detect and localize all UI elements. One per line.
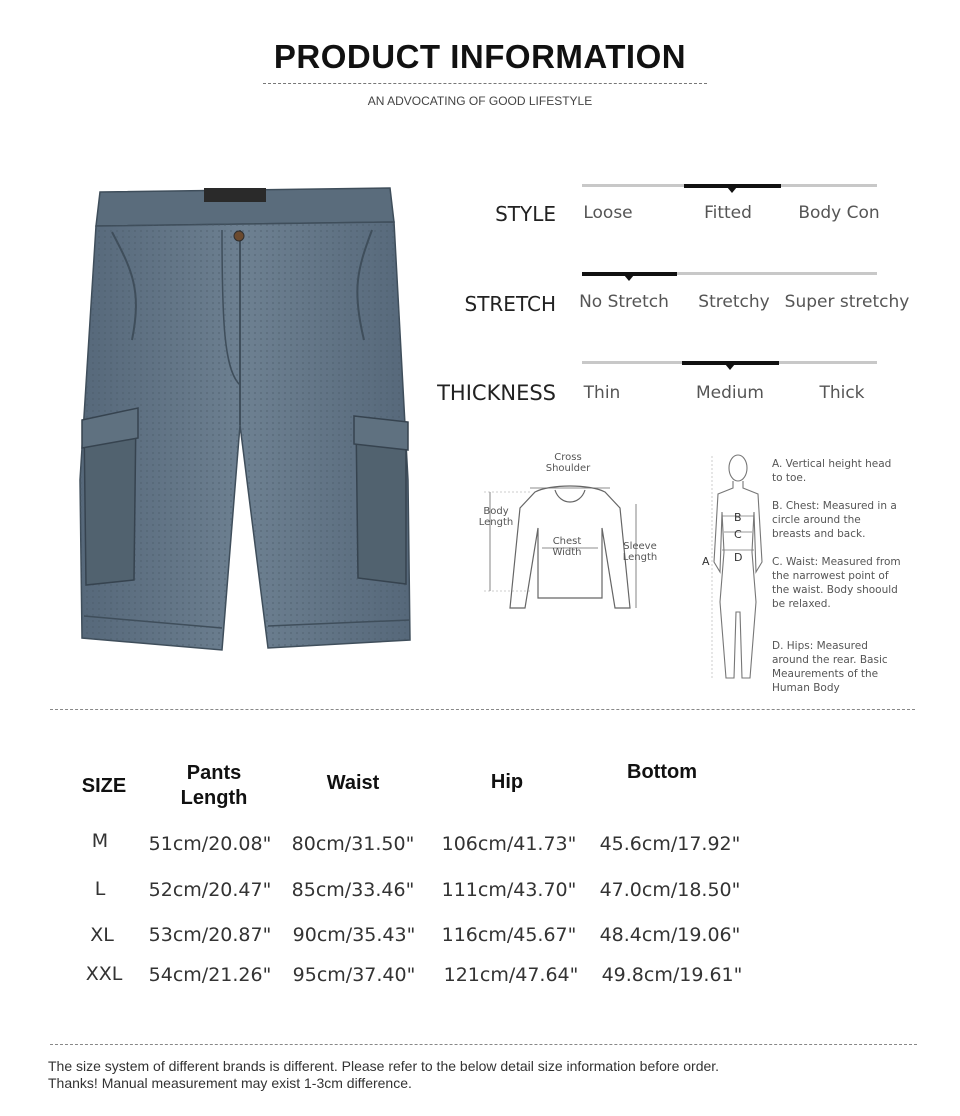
stretch-marker-icon (624, 275, 634, 281)
cell-pants-length: 51cm/20.08" (148, 833, 272, 855)
cell-size: XXL (85, 963, 123, 985)
cell-size: L (94, 878, 106, 900)
cell-hip: 111cm/43.70" (441, 879, 577, 901)
stretch-option-stretchy: Stretchy (698, 292, 770, 312)
chest-width-label: Chest Width (552, 536, 582, 558)
cell-hip: 116cm/45.67" (441, 924, 577, 946)
style-option-bodycon: Body Con (798, 203, 880, 223)
title-underline (263, 83, 707, 84)
body-letter-d: D (734, 551, 743, 564)
header-bottom: Bottom (627, 761, 697, 783)
human-body-figure (700, 452, 770, 686)
cell-bottom: 49.8cm/19.61" (601, 964, 743, 986)
thickness-option-thick: Thick (819, 383, 865, 403)
cell-bottom: 48.4cm/19.06" (599, 924, 741, 946)
footer-divider (50, 1044, 917, 1045)
cargo-shorts-image (72, 180, 417, 655)
stretch-label: STRETCH (464, 292, 556, 316)
body-length-label: Body Length (478, 506, 514, 528)
cell-waist: 85cm/33.46" (291, 879, 415, 901)
thickness-option-thin: Thin (583, 383, 621, 403)
page-subtitle: AN ADVOCATING OF GOOD LIFESTYLE (367, 94, 593, 108)
cell-waist: 80cm/31.50" (291, 833, 415, 855)
cell-pants-length: 52cm/20.47" (148, 879, 272, 901)
human-body-icon (700, 452, 770, 686)
cell-pants-length: 54cm/21.26" (148, 964, 272, 986)
style-option-fitted: Fitted (704, 203, 752, 223)
style-option-loose: Loose (583, 203, 633, 223)
page-title: PRODUCT INFORMATION (273, 38, 687, 75)
thickness-label: THICKNESS (437, 381, 556, 405)
body-letter-b: B (734, 511, 742, 524)
cell-bottom: 45.6cm/17.92" (599, 833, 741, 855)
header-pants-length: Pants Length (180, 762, 248, 809)
cell-pants-length: 53cm/20.87" (148, 924, 272, 946)
footer-note-2: Thanks! Manual measurement may exist 1-3cm difference. (48, 1075, 412, 1091)
note-c: C. Waist: Measured from the narrowest point of the waist. Body shoould be relaxed. (772, 556, 901, 610)
cross-shoulder-label: Cross Shoulder (545, 452, 591, 474)
note-d: D. Hips: Measured around the rear. Basic Meaurements of the Human Body (772, 640, 888, 694)
style-label: STYLE (495, 202, 556, 226)
cell-size: XL (90, 924, 114, 946)
product-image (72, 180, 417, 655)
cell-hip: 106cm/41.73" (441, 833, 577, 855)
stretch-option-super: Super stretchy (784, 292, 910, 312)
header-waist: Waist (326, 772, 380, 794)
sleeve-length-label: Sleeve Length (622, 541, 658, 563)
note-b: B. Chest: Measured in a circle around the breasts and back. (772, 500, 897, 540)
cell-waist: 90cm/35.43" (292, 924, 416, 946)
section-divider (50, 709, 915, 710)
header-hip: Hip (490, 771, 524, 793)
body-letter-a: A (702, 555, 710, 568)
cell-waist: 95cm/37.40" (292, 964, 416, 986)
cell-hip: 121cm/47.64" (443, 964, 579, 986)
body-letter-c: C (734, 528, 742, 541)
header-size: SIZE (81, 775, 127, 797)
style-marker-icon (727, 187, 737, 193)
note-a: A. Vertical height head to toe. (772, 458, 892, 484)
cell-bottom: 47.0cm/18.50" (599, 879, 741, 901)
stretch-option-none: No Stretch (579, 292, 669, 312)
footer-note-1: The size system of different brands is different. Please refer to the below detail size information before order. (48, 1058, 720, 1074)
cell-size: M (91, 830, 109, 852)
thickness-option-medium: Medium (696, 383, 764, 403)
thickness-marker-icon (725, 364, 735, 370)
